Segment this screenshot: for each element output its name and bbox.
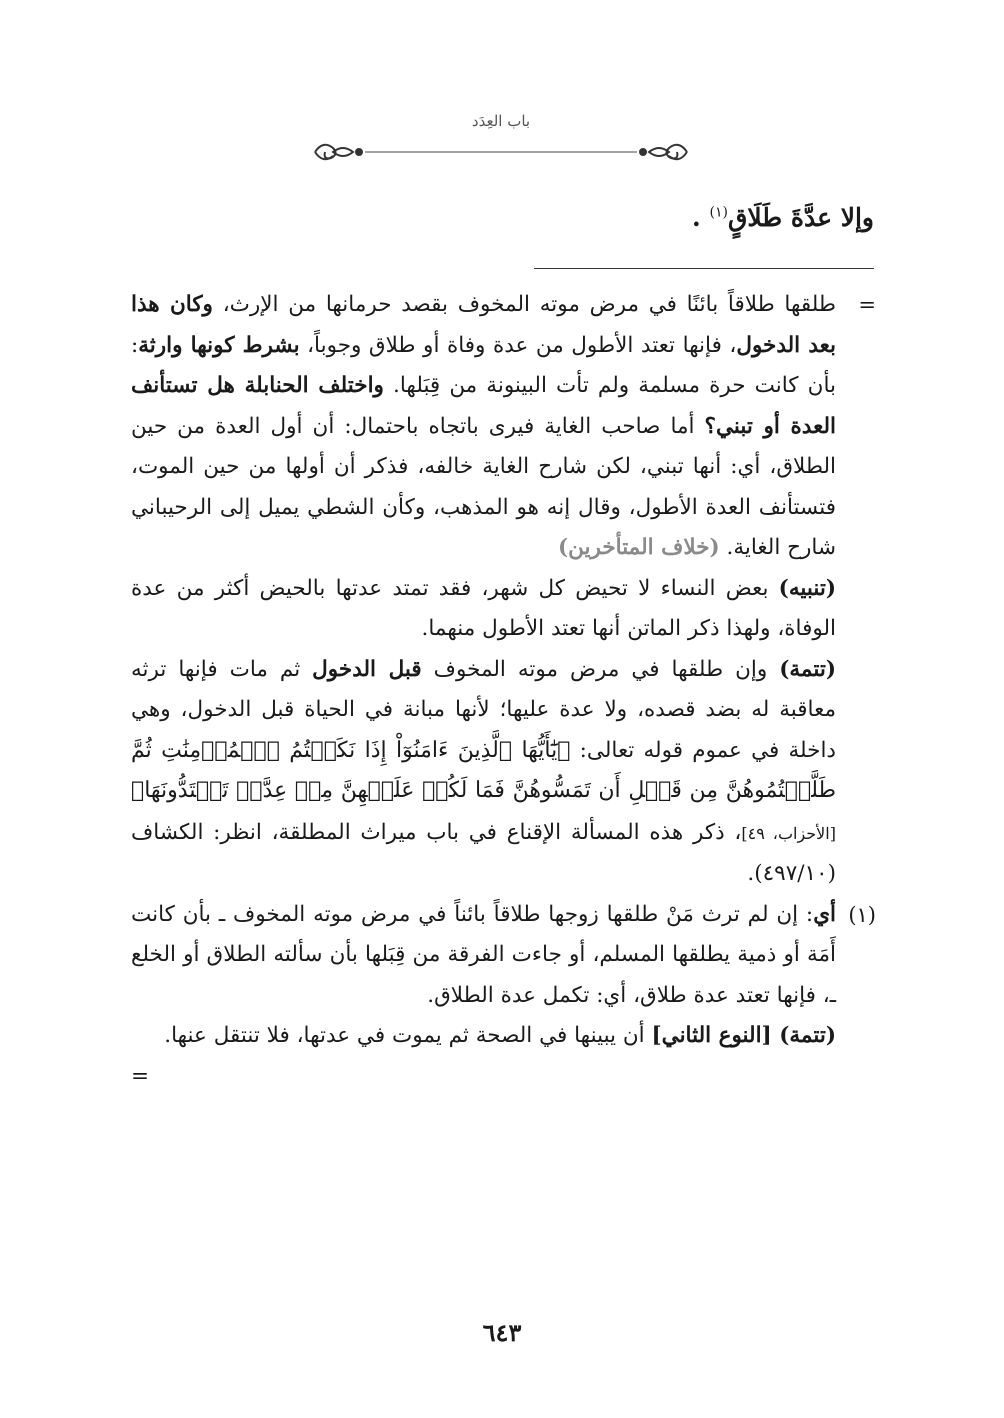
footnote-continuation	[131, 285, 876, 895]
footnote-separator	[534, 268, 874, 269]
paragraph	[131, 895, 836, 1017]
bold-span: (تتمة)	[779, 656, 836, 682]
bold-span: واختلف الحنابلة هل تستأنف العدة أو تبني؟	[131, 373, 836, 439]
paragraph	[131, 285, 836, 569]
text-span: ، فإنها تعتد الأطول من عدة وفاة أو طلاق وجوباً،	[299, 332, 737, 358]
paragraph	[131, 650, 836, 895]
verse-reference: [الأحزاب، ٤٩]	[741, 823, 836, 843]
bold-span: قبل الدخول	[312, 656, 422, 682]
page-number: ٦٤٣	[482, 1318, 522, 1347]
footnote-1-marker: (١)	[848, 902, 876, 927]
quran-verse: ﴿يَٰٓأَيُّهَا ٱلَّذِينَ ءَامَنُوٓاْ إِذَا نَكَحۡتُمُ ٱلۡمُؤۡمِنَٰتِ ثُمَّ طَلَّقۡتُمُوهُنَّ مِن قَبۡلِ أَن تَمَسُّوهُنَّ فَمَا لَكُمۡ عَلَيۡهِنَّ مِنۡ عِدَّةٖ تَعۡتَدُّونَهَا﴾	[131, 737, 836, 803]
text-span: وإن طلقها في مرض موته المخوف	[421, 656, 780, 682]
bold-span: (تتمة)	[779, 1023, 836, 1048]
text-span: بعض النساء لا تحيض كل شهر، فقد تمتد عدتها بالحيض أكثر من عدة الوفاة، ولهذا ذكر الماتن أنها تعتد الأطول منهما.	[131, 575, 836, 641]
footnote-1	[131, 895, 876, 1098]
bold-span: (تنبيه)	[778, 575, 836, 601]
bold-span: أي	[813, 901, 836, 927]
text-span: : إن لم ترث مَنْ طلقها زوجها طلاقاً بائناً في مرض موته المخوف ـ بأن كانت أَمَة أو ذمية يطلقها المسلم، أو جاءت الفرقة من قِبَلها بأن سألته الطلاق أو الخلع ـ، فإنها تعتد عدة طلاق، أي: تكمل عدة الطلاق.	[131, 901, 836, 1008]
bold-span: وكان هذا بعد الدخول	[131, 292, 836, 358]
page-header	[305, 112, 697, 172]
bold-span: [النوع الثاني]	[651, 1023, 780, 1048]
paragraph	[131, 569, 836, 650]
paragraph	[131, 1016, 836, 1057]
main-text: وإلا عدَّةَ طَلَاقٍ	[727, 203, 874, 232]
main-text-line	[134, 198, 874, 238]
running-title: باب العِدَد	[471, 112, 531, 130]
text-span: : بأن كانت حرة مسلمة ولم تأت البينونة من قِبَلها.	[131, 332, 836, 398]
continuation-marker: =	[858, 293, 876, 317]
header-ornament-icon	[305, 132, 697, 172]
footnotes	[131, 285, 876, 1097]
text-span: ، ذكر هذه المسألة الإقناع في باب ميراث المطلقة، انظر: الكشاف (٤٩٧/١٠).	[131, 819, 836, 886]
text-span: أن يبينها في الصحة ثم يموت في عدتها، فلا تنتقل عنها.	[164, 1023, 652, 1048]
bold-span: بشرط كونها وارثة	[138, 332, 300, 358]
text-span: أما صاحب الغاية فيرى باتجاه باحتمال: أن أول العدة من حين الطلاق، أي: أنها تبني، لكن شارح الغاية خالفه، فذكر أن أولها من حين الموت، فتستأنف العدة الأطول، وقال إنه هو المذهب، وكأن الشطي يميل إلى الرحيباني شارح الغاية.	[131, 413, 836, 560]
continuation-end-marker: =	[131, 1063, 150, 1089]
muted-label: (خلاف المتأخرين)	[557, 535, 720, 560]
footnote-ref[interactable]: (١)	[709, 204, 728, 221]
text-span: طلقها طلاقاً بائنًا في مرض موته المخوف بقصد حرمانها من الإرث،	[212, 292, 836, 317]
main-text-end: .	[692, 203, 701, 232]
text-span: ثم مات فإنها ترثه معاقبة له بضد قصده، ولا عدة عليها؛ لأنها مبانة في الحياة قبل الدخول، وهي داخلة في عموم قوله تعالى:	[131, 656, 836, 763]
